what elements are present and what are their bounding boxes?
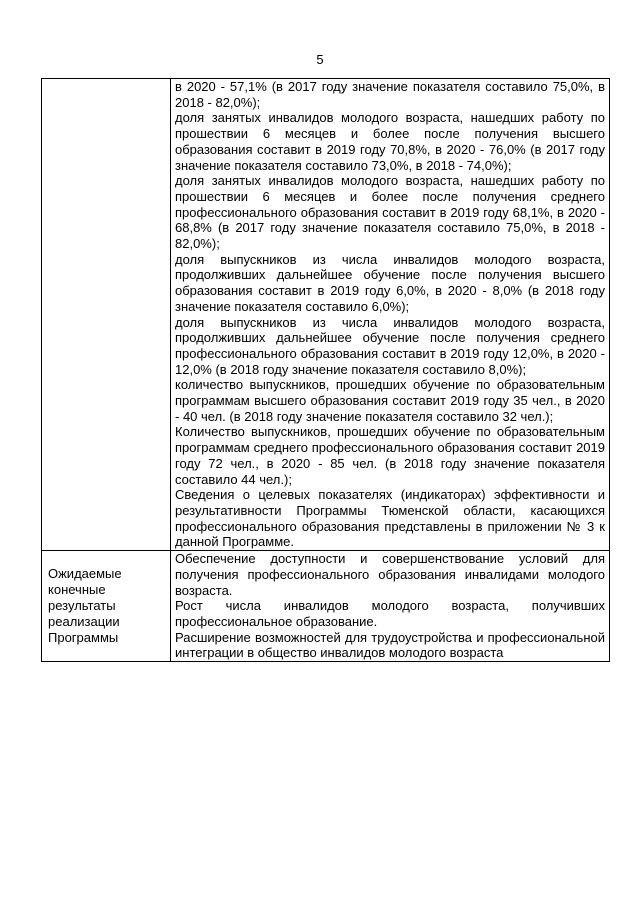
row-label-cell xyxy=(42,551,171,662)
expected-results-label: Ожидаемые конечные результаты реализации Программы xyxy=(48,566,122,646)
expected-results-cell xyxy=(171,551,610,662)
result-paragraph: Обеспечение доступности и совершенствование условий для получения профессионального образования инвалидами молодого возраста. xyxy=(175,551,605,598)
row-label-cell-empty xyxy=(42,79,171,551)
indicator-paragraph: в 2020 - 57,1% (в 2017 году значение показателя составило 75,0%, в 2018 - 82,0%); xyxy=(175,79,605,110)
program-passport-table xyxy=(41,78,610,662)
result-paragraph: Расширение возможностей для трудоустройства и профессиональной интеграции в общество инвалидов молодого возраста xyxy=(175,629,605,661)
result-paragraph: Рост числа инвалидов молодого возраста, получивших профессиональное образование. xyxy=(175,598,605,629)
page-number: 5 xyxy=(316,52,324,67)
indicator-paragraph: доля выпускников из числа инвалидов молодого возраста, продолживших дальнейшее обучение после получения среднего профессионального образования составит в 2019 году 12,0%, в 2020 - 12,0% (в 2018 году значение показателя составило 8,0%); xyxy=(175,314,605,377)
indicator-paragraph: доля занятых инвалидов молодого возраста, нашедших работу по прошествии 6 месяцев и более после получения среднего профессионального образования составит в 2019 году 68,1%, в 2020 - 68,8% (в 2017 году значение показателя составило 75,0%, в 2018 - 82,0%); xyxy=(175,173,605,252)
indicator-paragraph: доля занятых инвалидов молодого возраста, нашедших работу по прошествии 6 месяцев и более после получения высшего образования составит в 2019 году 70,8%, в 2020 - 76,0% (в 2017 году значение показателя составило 73,0%, в 2018 - 74,0%); xyxy=(175,110,605,173)
indicator-paragraph: Сведения о целевых показателях (индикаторах) эффективности и результативности Программы Тюменской области, касающихся профессионального образования представлены в приложении № 3 к данной Программе. xyxy=(175,487,605,550)
indicator-paragraph: Количество выпускников, прошедших обучение по образовательным программам среднего профессионального образования составит 2019 году 72 чел., в 2020 - 85 чел. (в 2018 году значение показателя составило 44 чел.); xyxy=(175,424,605,487)
indicators-cell xyxy=(171,79,610,551)
table-row-expected-results xyxy=(42,551,610,662)
table-row-indicators xyxy=(42,79,610,551)
indicator-paragraph: доля выпускников из числа инвалидов молодого возраста, продолживших дальнейшее обучение после получения высшего образования составит в 2019 году 6,0%, в 2020 - 8,0% (в 2018 году значение показателя составило 6,0%); xyxy=(175,251,605,314)
indicator-paragraph: количество выпускников, прошедших обучение по образовательным программам высшего образования составит 2019 году 35 чел., в 2020 - 40 чел. (в 2018 году значение показателя составило 32 чел.); xyxy=(175,377,605,424)
